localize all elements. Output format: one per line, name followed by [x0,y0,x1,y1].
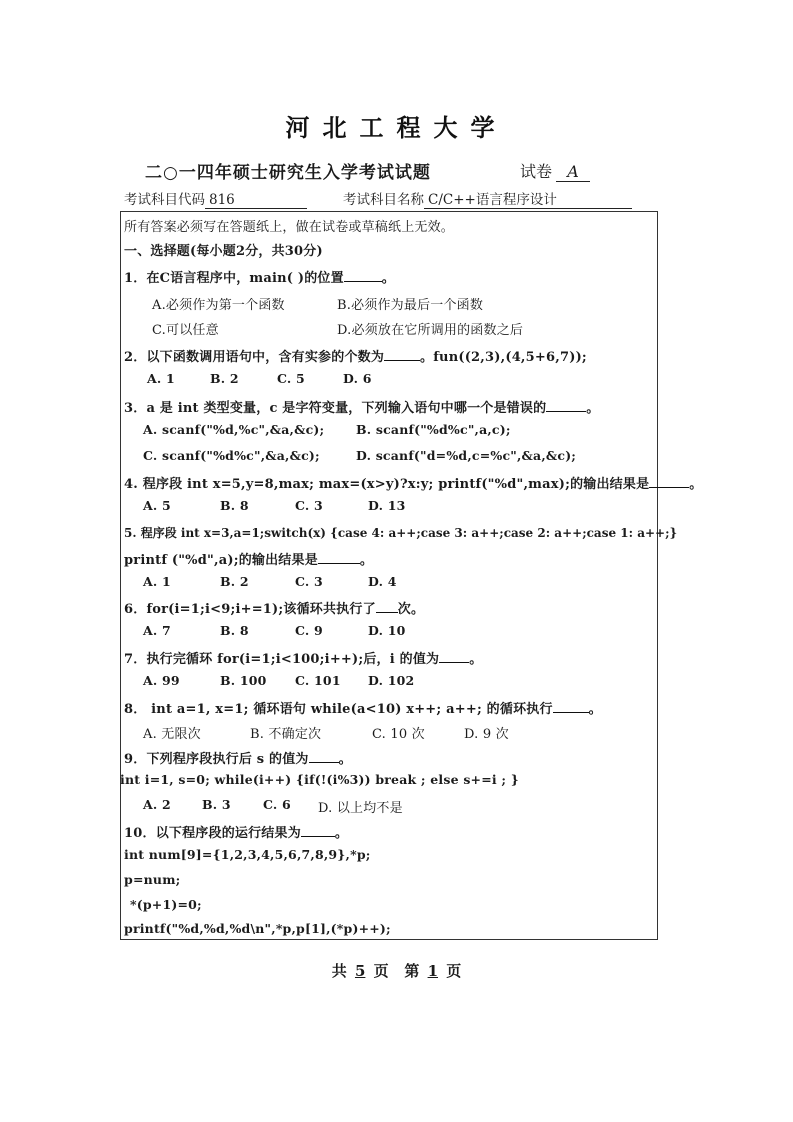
q7-option-a: A. 99 [143,673,180,688]
question-7-stem [124,648,482,667]
paper-code: A [556,162,590,182]
q10-code-line-2: p=num; [124,872,181,887]
q2-option-d: D. 6 [343,371,372,386]
stem-text: 1．在C语言程序中，main( )的位置 [124,271,344,286]
page-footer [0,960,793,981]
q6-option-d: D. 10 [368,623,406,638]
stem-after: 。 [689,477,703,492]
q9-option-c: C. 6 [263,797,291,812]
q3-option-a: A. scanf("%d,%c",&a,&c); [143,422,325,437]
q6-option-b: B. 8 [220,623,249,638]
question-10-stem [124,822,348,841]
q2-option-b: B. 2 [210,371,239,386]
question-9-stem [124,748,352,767]
paper-label [520,159,590,182]
subject-code: 816 [205,192,307,209]
q4-option-d: D. 13 [368,498,406,513]
question-5-stem-line2 [124,549,373,568]
q2-option-c: C. 5 [277,371,305,386]
answer-blank [553,712,589,713]
q8-option-a: A. 无限次 [143,727,201,742]
stem-after: 。 [359,553,374,568]
q8-option-b: B. 不确定次 [250,727,322,742]
answer-blank [649,487,689,488]
stem-after: 。 [334,826,349,841]
q5-option-c: C. 3 [295,574,323,589]
stem-after: 。 [586,401,600,416]
subject-name-label: 考试科目名称 [343,192,424,208]
q7-option-c: C. 101 [295,673,341,688]
q1-option-d: D.必须放在它所调用的函数之后 [337,323,524,338]
q2-option-a: A. 1 [147,371,175,386]
question-8-stem [124,698,602,717]
q5-option-a: A. 1 [143,574,171,589]
stem-text: 4. 程序段 int x=5,y=8,max; max=(x>y)?x:y; printf("%d",max);的输出结果是 [124,477,650,492]
footer-current-prefix: 第 [404,962,420,980]
q8-option-c: C. 10 次 [372,727,425,742]
stem-text: 7．执行完循环 for(i=1;i<100;i++);后，i 的值为 [124,652,440,667]
answer-blank [376,612,398,613]
stem-text: 6．for(i=1;i<9;i+=1);该循环共执行了 [124,602,376,617]
question-4-stem [124,473,702,492]
stem-after: 。 [588,702,602,717]
section-title: 一、选择题(每小题2分，共30分) [124,244,323,259]
question-9-code: int i=1, s=0; while(i++) {if(!(i%3)) break ; else s+=i ; } [120,772,520,787]
stem-text: 2．以下函数调用语句中，含有实参的个数为 [124,350,385,365]
question-2-stem [124,346,587,365]
q1-option-a: A.必须作为第一个函数 [152,298,285,313]
q1-option-c: C.可以任意 [152,323,219,338]
stem-text: printf ("%d",a);的输出结果是 [124,553,318,568]
question-5-stem: 5. 程序段 int x=3,a=1;switch(x) {case 4: a++;case 3: a++;case 2: a++;case 1: a++;} [124,526,678,540]
q4-option-c: C. 3 [295,498,323,513]
stem-text: 8． int a=1, x=1; 循环语句 while(a<10) x++; a++; 的循环执行 [124,702,553,717]
q1-option-b: B.必须作为最后一个函数 [337,298,484,313]
stem-after: 。fun((2,3),(4,5+6,7)); [420,350,587,365]
q9-option-d: D. 以上均不是 [318,801,403,816]
q9-option-b: B. 3 [202,797,231,812]
q10-code-line-3: *(p+1)=0; [130,897,202,912]
q3-option-c: C. scanf("%d%c",&a,&c); [143,448,320,463]
q3-option-b: B. scanf("%d%c",a,c); [356,422,511,437]
subject-name-row [343,188,632,209]
stem-text: 9．下列程序段执行后 s 的值为 [124,752,309,767]
question-3-stem [124,397,600,416]
answer-blank [344,281,382,282]
footer-current-page: 1 [427,962,439,980]
q4-option-a: A. 5 [143,498,171,513]
answer-blank [384,360,420,361]
answer-blank [318,563,360,564]
q6-option-c: C. 9 [295,623,323,638]
stem-after: 。 [381,271,395,286]
q3-option-d: D. scanf("d=%d,c=%c",&a,&c); [356,448,577,463]
q7-option-b: B. 100 [220,673,267,688]
exam-title: 二○一四年硕士研究生入学考试试题 [145,163,431,183]
footer-total-suffix: 页 [373,962,389,980]
q10-code-line-1: int num[9]={1,2,3,4,5,6,7,8,9},*p; [124,847,371,862]
q9-option-a: A. 2 [143,797,171,812]
stem-after: 次。 [397,602,425,617]
answer-blank [309,762,339,763]
answer-blank [439,662,469,663]
q8-option-d: D. 9 次 [464,727,509,742]
footer-total-pages: 5 [354,962,366,980]
subject-code-row [124,188,307,209]
stem-after: 。 [469,652,483,667]
subject-code-label: 考试科目代码 [124,192,205,208]
question-6-stem [124,598,424,617]
footer-current-suffix: 页 [446,962,462,980]
paper-label-text: 试卷 [520,162,553,181]
instructions: 所有答案必须写在答题纸上，做在试卷或草稿纸上无效。 [124,220,455,235]
q7-option-d: D. 102 [368,673,415,688]
university-title: 河北工程大学 [285,114,508,142]
subject-name: C/C++语言程序设计 [424,188,632,209]
q10-code-line-4: printf("%d,%d,%d\n",*p,p[1],(*p)++); [124,921,391,936]
stem-text: 10．以下程序段的运行结果为 [124,826,301,841]
question-1-stem [124,267,395,286]
q6-option-a: A. 7 [143,623,171,638]
answer-blank [301,836,335,837]
footer-total-prefix: 共 [331,962,347,980]
stem-text: 3．a 是 int 类型变量，c 是字符变量，下列输入语句中哪一个是错误的 [124,401,547,416]
answer-blank [546,411,586,412]
q5-option-b: B. 2 [220,574,249,589]
q4-option-b: B. 8 [220,498,249,513]
q5-option-d: D. 4 [368,574,397,589]
stem-after: 。 [338,752,352,767]
